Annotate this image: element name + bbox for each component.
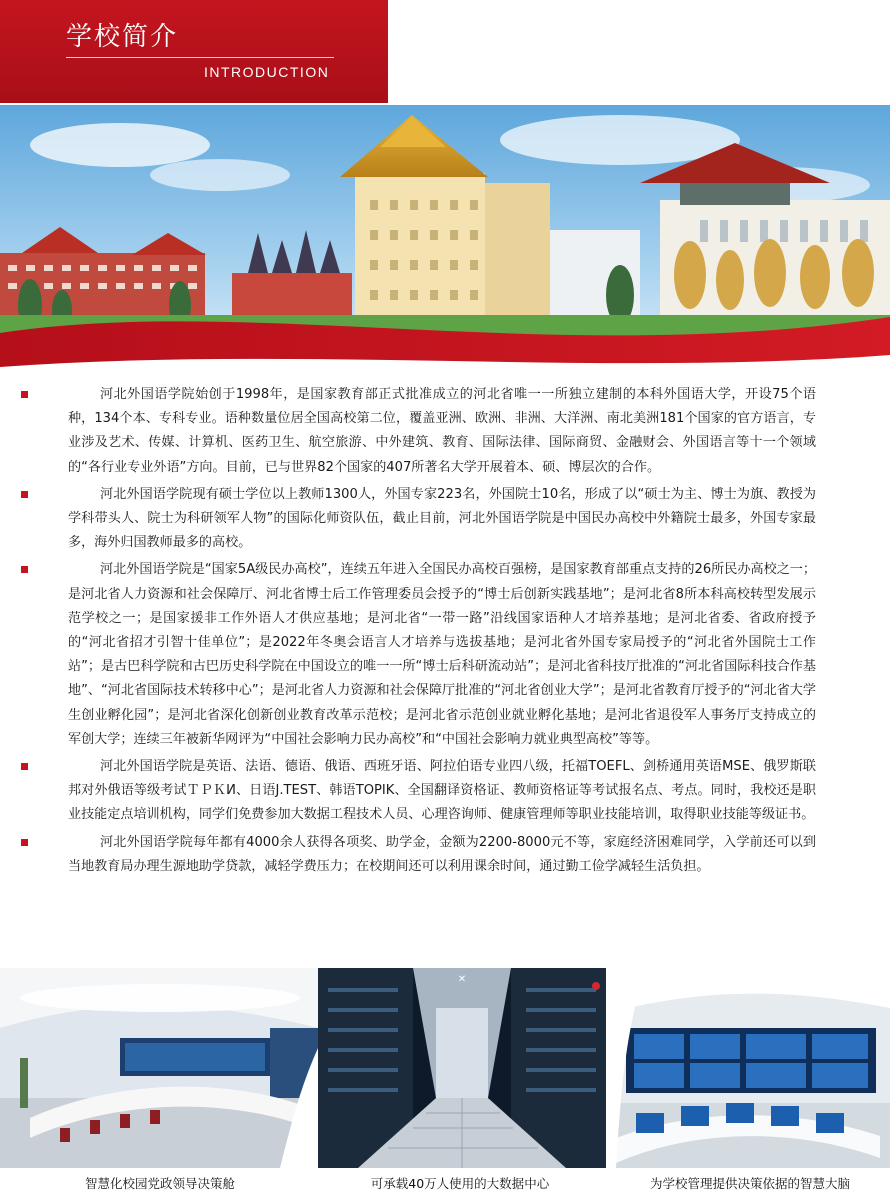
header-red-block [0, 0, 388, 103]
paragraph-text: 河北外国语学院是英语、法语、德语、俄语、西班牙语、阿拉伯语专业四八级，托福TOEFL、剑桥通用英语MSE、俄罗斯联邦对外俄语等级考试ＴＰＫИ、日语J.TEST、韩语TOPIK、全国翻译资格证、教师资格证等考试报名点、考点。同时，我校还是职业技能定点培训机构，同学们免费参加大数据工程技术人员、心理咨询师、健康管理师等职业技能培训，取得职业技能等级证书。 [68, 759, 816, 823]
bullet-marker [21, 391, 28, 398]
page-subtitle: INTRODUCTION [204, 64, 330, 80]
photo-caption-1: 智慧化校园党政领导决策舱 [84, 1176, 235, 1191]
photo-caption-2: 可承载40万人使用的大数据中心 [370, 1176, 550, 1191]
paragraph-5 [68, 831, 816, 879]
paragraph-1 [68, 383, 816, 480]
paragraph-2 [68, 483, 816, 556]
data-center-photo [318, 968, 606, 1168]
paragraph-text: 河北外国语学院现有硕士学位以上教师1300人，外国专家223名，外国院士10名，形成了以“硕士为主、博士为旗、教授为学科带头人、院士为科研领军人物”的国际化师资队伍，截止目前，河北外国语学院是中国民办高校中外籍院士最多，外国专家最多，海外归国教师最多的高校。 [68, 486, 816, 551]
bullet-marker [21, 566, 28, 573]
bullet-marker [21, 491, 28, 498]
photo-strip [0, 968, 890, 1199]
photo-caption-3: 为学校管理提供决策依据的智慧大脑 [649, 1176, 850, 1191]
paragraph-4 [68, 755, 816, 828]
bullet-marker [21, 839, 28, 846]
paragraph-3 [68, 558, 816, 752]
paragraph-text: 河北外国语学院是“国家5A级民办高校”，连续五年进入全国民办高校百强榜，是国家教育部重点支持的26所民办高校之一；是河北省人力资源和社会保障厅、河北省博士后工作管理委员会授予的“博士后创新实践基地”；是河北省8所本科高校转型发展示范学校之一；是国家援非工作外语人才供应基地；是河北省“一带一路”沿线国家语种人才培养基地；是河北省委、省政府授予的“河北省招才引智十佳单位”；是2022年冬奥会语言人才培养与选拔基地；是河北省外国专家局授予的“河北省外国院士工作站”；是古巴科学院和古巴历史科学院在中国设立的唯一一所“博士后科研流动站”；是河北省科技厅批准的“河北省国际科技合作基地”、“河北省国际技术转移中心”；是河北省人力资源和社会保障厅批准的“河北省创业大学”；是河北省教育厅授予的“河北省大学生创业孵化园”；是河北省深化创新创业教育改革示范校；是河北省示范创业就业孵化基地；是河北省退役军人事务厅支持成立的军创大学；连续三年被新华网评为“中国社会影响力民办高校”和“中国社会影响力就业典型高校”等等。 [68, 562, 816, 747]
paragraph-text: 河北外国语学院始创于1998年，是国家教育部正式批准成立的河北省唯一一所独立建制的本科外国语大学，开设75个语种，134个本、专科专业。语种数量位居全国高校第二位，覆盖亚洲、欧洲、非洲、大洋洲、南北美洲181个国家的官方语言，专业涉及艺术、传媒、计算机、医药卫生、航空旅游、中外建筑、教育、国际法律、国际商贸、金融财会、外国语言等十一个领域的“各行业专业外语”方向。目前，已与世界82个国家的407所著名大学开展着本、硕、博层次的合作。 [68, 387, 816, 475]
page-title: 学校简介 [66, 22, 179, 52]
bullet-marker [21, 763, 28, 770]
paragraph-text: 河北外国语学院每年都有4000余人获得各项奖、助学金，金额为2200-8000元不等，家庭经济困难同学，入学前还可以到当地教育局办理生源地助学贷款，减轻学费压力；在校期间还可以利用课余时间，通过勤工俭学减轻生活负担。 [68, 834, 816, 874]
campus-banner-image [0, 105, 890, 375]
header [0, 0, 890, 105]
svg-text:✕: ✕ [457, 974, 467, 985]
decision-cabin-photo [0, 968, 318, 1168]
smart-brain-photo [606, 968, 890, 1168]
header-divider [66, 57, 334, 58]
introduction-text [68, 383, 816, 882]
